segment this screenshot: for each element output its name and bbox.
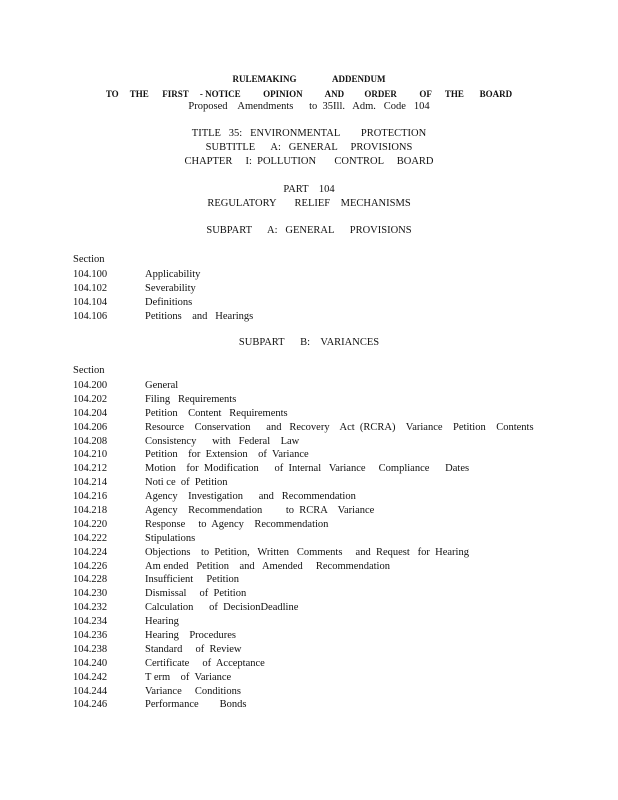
section-number: 104.238 <box>73 643 108 655</box>
section-number: 104.234 <box>73 616 108 628</box>
section-number: 104.232 <box>73 602 108 614</box>
section-number: 104.100 <box>73 269 108 280</box>
section-number: 104.104 <box>73 296 108 308</box>
list-item <box>73 587 603 601</box>
section-number: 104.246 <box>73 699 108 711</box>
section-title: Petition Content Requirements <box>145 407 288 419</box>
section-title: Agency Investigation and Recommendation <box>145 491 356 503</box>
list-item <box>73 615 603 629</box>
list-item <box>73 379 603 393</box>
section-title: Standard of Review <box>145 643 242 655</box>
list-item <box>73 448 603 462</box>
list-item <box>73 685 603 699</box>
section-number: 104.236 <box>73 630 108 642</box>
subpart-b-heading: SUBPART B: VARIANCES <box>238 337 380 348</box>
section-title: Hearing <box>145 616 179 628</box>
section-number: 104.242 <box>73 671 108 683</box>
section-number: 104.244 <box>73 685 108 697</box>
section-title: Certificate of Acceptance <box>145 657 265 669</box>
section-number: 104.214 <box>73 477 108 489</box>
list-item <box>73 421 603 435</box>
section-number: 104.226 <box>73 560 108 572</box>
list-item <box>73 407 603 421</box>
list-item <box>73 573 603 587</box>
addendum-subheading: TO THE FIRST - NOTICE OPINION AND ORDER OF THE BOARD <box>105 89 513 99</box>
section-number: 104.222 <box>73 532 108 544</box>
section-title: Dismissal of Petition <box>145 588 247 600</box>
list-item <box>73 282 603 296</box>
section-number: 104.106 <box>73 310 108 322</box>
section-number: 104.218 <box>73 505 108 517</box>
section-title: Agency Recommendation to RCRA Variance <box>145 505 375 517</box>
section-title: General <box>145 380 179 391</box>
list-item <box>73 504 603 518</box>
list-item <box>73 643 603 657</box>
section-title: Definitions <box>145 296 193 308</box>
section-title: Variance Conditions <box>145 685 241 697</box>
section-number: 104.208 <box>73 435 108 447</box>
section-number: 104.210 <box>73 449 108 461</box>
section-number: 104.200 <box>73 380 108 391</box>
subpart-b-section-list <box>73 379 603 712</box>
section-title: Petitions and Hearings <box>145 310 254 322</box>
section-label: Section <box>73 254 105 265</box>
list-item <box>73 671 603 685</box>
list-item <box>73 657 603 671</box>
list-item <box>73 560 603 574</box>
section-number: 104.206 <box>73 421 108 433</box>
section-number: 104.216 <box>73 491 108 503</box>
section-label: Section <box>73 365 105 376</box>
addendum-heading: RULEMAKING ADDENDUM <box>232 74 386 84</box>
list-item <box>73 462 603 476</box>
subpart-a-section-list <box>73 268 603 324</box>
list-item <box>73 518 603 532</box>
section-title: Noti ce of Petition <box>145 477 228 489</box>
subpart-a-heading: SUBPART A: GENERAL PROVISIONS <box>206 225 412 236</box>
section-number: 104.202 <box>73 393 108 405</box>
section-title: Motion for Modification of Internal Variance Compliance Dates <box>145 463 470 475</box>
section-title: Stipulations <box>145 532 196 544</box>
section-title: Performance Bonds <box>145 699 247 711</box>
section-title: Applicability <box>145 269 201 280</box>
part-name: REGULATORY RELIEF MECHANISMS <box>207 198 411 209</box>
list-item <box>73 476 603 490</box>
section-title: Hearing Procedures <box>145 630 236 642</box>
section-title: Severability <box>145 282 196 294</box>
title-line: TITLE 35: ENVIRONMENTAL PROTECTION <box>191 128 427 139</box>
section-number: 104.220 <box>73 518 108 530</box>
section-title: Calculation of DecisionDeadline <box>145 602 299 614</box>
list-item <box>73 629 603 643</box>
section-number: 104.212 <box>73 463 108 475</box>
section-title: Insufficient Petition <box>145 574 240 586</box>
section-title: Consistency with Federal Law <box>145 435 300 447</box>
section-title: Resource Conservation and Recovery Act (RCRA) Variance Petition Contents <box>145 421 534 433</box>
section-title: Response to Agency Recommendation <box>145 518 329 530</box>
section-number: 104.204 <box>73 407 108 419</box>
list-item <box>73 435 603 449</box>
list-item <box>73 268 603 282</box>
list-item <box>73 698 603 712</box>
section-number: 104.224 <box>73 546 108 558</box>
list-item <box>73 490 603 504</box>
list-item <box>73 310 603 324</box>
section-title: Petition for Extension of Variance <box>145 449 309 461</box>
section-number: 104.228 <box>73 574 108 586</box>
section-title: Am ended Petition and Amended Recommendation <box>145 560 390 572</box>
list-item <box>73 546 603 560</box>
list-item <box>73 296 603 310</box>
chapter-line: CHAPTER I: POLLUTION CONTROL BOARD <box>184 156 434 167</box>
section-number: 104.102 <box>73 282 108 294</box>
section-number: 104.240 <box>73 657 108 669</box>
subtitle-line: SUBTITLE A: GENERAL PROVISIONS <box>205 142 413 153</box>
part-number: PART 104 <box>283 184 335 195</box>
section-title: Filing Requirements <box>145 393 237 405</box>
list-item <box>73 532 603 546</box>
proposed-amendments-line: Proposed Amendments to 35Ill. Adm. Code 104 <box>188 101 430 112</box>
section-title: Objections to Petition, Written Comments and Request for Hearing <box>145 546 469 558</box>
section-title: T erm of Variance <box>145 671 232 683</box>
list-item <box>73 393 603 407</box>
list-item <box>73 601 603 615</box>
section-number: 104.230 <box>73 588 108 600</box>
